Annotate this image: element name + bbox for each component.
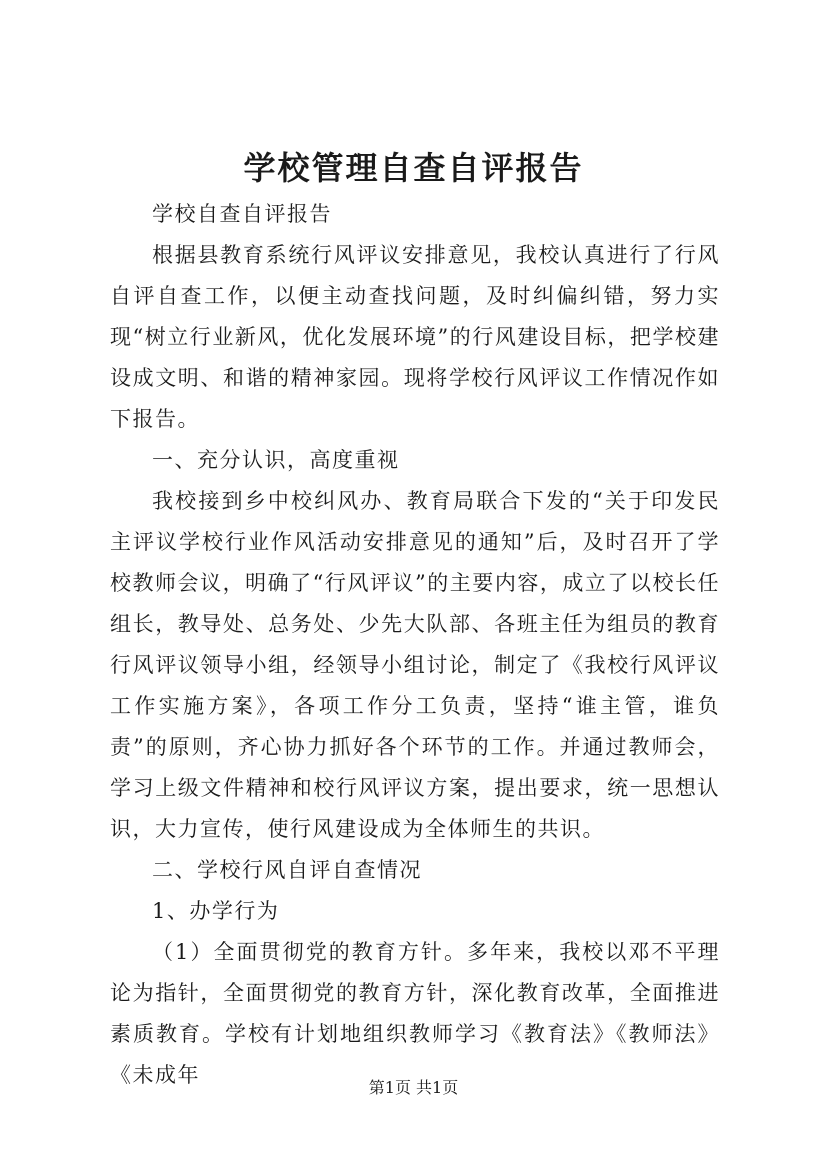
page-footer: 第1页 共1页 bbox=[368, 1078, 459, 1097]
section-1-paragraph: 我校接到乡中校纠风办、教育局联合下发的“关于印发民主评议学校行业作风活动安排意见的通知”后，及时召开了学校教师会议，明确了“行风评议”的主要内容，成立了以校长任组长，教导处、总务处、少先大队部、各班主任为组员的教育行风评议领导小组，经领导小组讨论，制定了《我校行风评议工作实施方案》，各项工作分工负责，坚持“谁主管，谁负责”的原则，齐心协力抓好各个环节的工作。并通过教师会，学习上级文件精神和校行风评议方案，提出要求，统一思想认识，大力宣传，使行风建设成为全体师生的共识。 bbox=[110, 489, 720, 841]
subsection-1-paragraph: （1）全面贯彻党的教育方针。多年来，我校以邓不平理论为指针，全面贯彻党的教育方针，深化教育改革，全面推进素质教育。学校有计划地组织教师学习《教育法》《教师法》《未成年 bbox=[110, 940, 720, 1087]
intro-paragraph: 根据县教育系统行风评议安排意见，我校认真进行了行风自评自查工作，以便主动查找问题，及时纠偏纠错，努力实现“树立行业新风，优化发展环境”的行风建设目标，把学校建设成文明、和谐的精神家园。现将学校行风评议工作情况作如下报告。 bbox=[110, 243, 720, 431]
document-title: 学校管理自查自评报告 bbox=[243, 149, 584, 187]
document-body bbox=[110, 194, 720, 1096]
subsection-heading-1: 1、办学行为 bbox=[152, 899, 280, 923]
section-heading-2: 二、学校行风自评自查情况 bbox=[152, 858, 422, 882]
subtitle-paragraph: 学校自查自评报告 bbox=[152, 202, 332, 226]
section-heading-1: 一、充分认识，高度重视 bbox=[152, 448, 400, 472]
